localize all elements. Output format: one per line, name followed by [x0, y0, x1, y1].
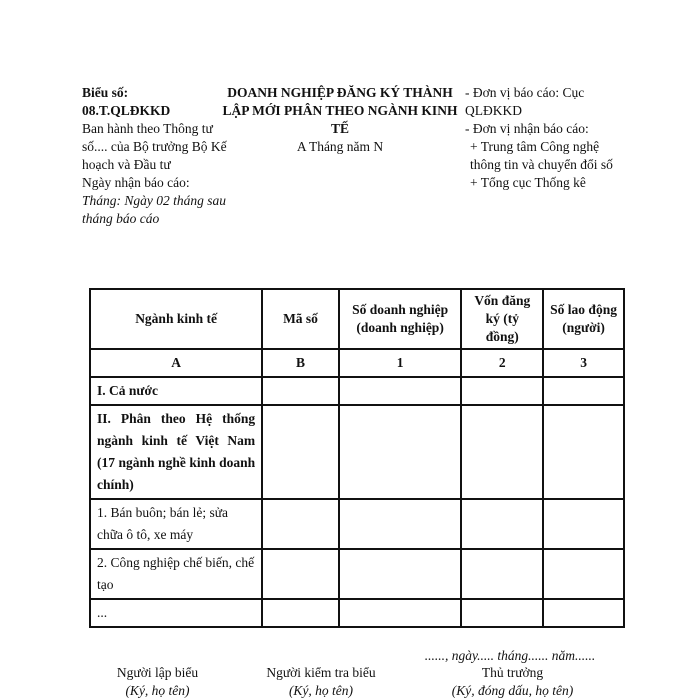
header-capital: Vốn đăng ký (tỷ đồng) [461, 289, 543, 349]
head-note: (Ký, đóng dấu, họ tên) [451, 683, 574, 698]
form-code: 08.T.QLĐKKD [82, 103, 171, 118]
header-code: Mã số [262, 289, 339, 349]
table-row [90, 405, 624, 499]
row-label: I. Cả nước [90, 377, 262, 405]
head-title: Thủ trưởng [481, 665, 544, 680]
row-cell [461, 549, 543, 599]
row-cell [262, 377, 339, 405]
report-units-block [465, 84, 630, 192]
receiving-unit-label: - Đơn vị nhận báo cáo: [465, 121, 589, 136]
table-header-row [90, 289, 624, 349]
row-label: II. Phân theo Hệ thống ngành kinh tế Việt Nam (17 ngành nghề kinh doanh chính) [90, 405, 262, 499]
checker-note: (Ký, họ tên) [288, 683, 354, 698]
index-cell: A [90, 349, 262, 377]
report-table [89, 288, 625, 628]
issued-by: Ban hành theo Thông tư số.... của Bộ trưởng Bộ Kế hoạch và Đầu tư [82, 121, 227, 172]
reporting-unit: - Đơn vị báo cáo: Cục QLĐKKD [465, 85, 585, 118]
row-label: 1. Bán buôn; bán lẻ; sửa chữa ô tô, xe máy [90, 499, 262, 549]
report-period: A Tháng năm N [296, 139, 384, 154]
report-title: DOANH NGHIỆP ĐĂNG KÝ THÀNH LẬP MỚI PHÂN THEO NGÀNH KINH TẾ [222, 85, 458, 136]
row-cell [262, 549, 339, 599]
row-cell [339, 405, 462, 499]
receiver-item: + Trung tâm Công nghệ thông tin và chuyển đổi số [470, 139, 613, 172]
receive-date-label: Ngày nhận báo cáo: [82, 175, 190, 190]
row-cell [339, 377, 462, 405]
table-index-row [90, 349, 624, 377]
header-enterprises: Số doanh nghiệp (doanh nghiệp) [339, 289, 462, 349]
preparer-title: Người lập biểu [116, 665, 199, 680]
form-label: Biểu số: [82, 85, 129, 100]
row-cell [461, 377, 543, 405]
table-row [90, 377, 624, 405]
row-cell [262, 499, 339, 549]
preparer-note: (Ký, họ tên) [125, 683, 190, 698]
table-row [90, 599, 624, 627]
row-cell [339, 599, 462, 627]
row-cell [461, 499, 543, 549]
row-cell [461, 599, 543, 627]
header-industry: Ngành kinh tế [90, 289, 262, 349]
table-row [90, 499, 624, 549]
row-cell [262, 599, 339, 627]
row-cell [262, 405, 339, 499]
index-cell: 3 [543, 349, 624, 377]
row-cell [461, 405, 543, 499]
report-title-block [220, 84, 460, 156]
row-cell [543, 499, 624, 549]
index-cell: B [262, 349, 339, 377]
row-cell [543, 405, 624, 499]
index-cell: 1 [339, 349, 462, 377]
head-signature [430, 664, 595, 700]
receive-date-value: Tháng: Ngày 02 tháng sau tháng báo cáo [82, 193, 227, 226]
row-cell [543, 599, 624, 627]
preparer-signature [90, 664, 225, 700]
checker-signature [250, 664, 392, 700]
date-line: ......, ngày..... tháng...... năm...... [424, 648, 596, 663]
row-cell [339, 499, 462, 549]
form-info-block [82, 84, 232, 228]
row-label: 2. Công nghiệp chế biến, chế tạo [90, 549, 262, 599]
index-cell: 2 [461, 349, 543, 377]
row-label: ... [90, 599, 262, 627]
receiver-item: + Tổng cục Thống kê [470, 175, 586, 190]
table-row [90, 549, 624, 599]
header-labor: Số lao động (người) [543, 289, 624, 349]
checker-title: Người kiểm tra biểu [266, 665, 376, 680]
row-cell [543, 377, 624, 405]
row-cell [543, 549, 624, 599]
row-cell [339, 549, 462, 599]
